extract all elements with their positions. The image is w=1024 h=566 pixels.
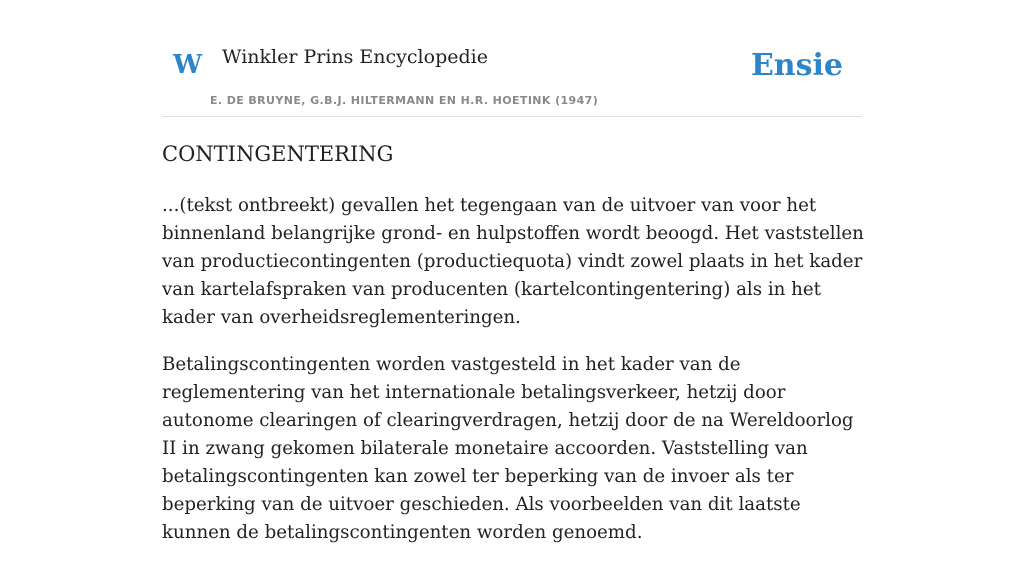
- article-title: CONTINGENTERING: [162, 142, 394, 166]
- site-title[interactable]: Winkler Prins Encyclopedie: [222, 46, 488, 68]
- article-body: [162, 192, 867, 566]
- ensie-brand-logo[interactable]: Ensie: [750, 48, 843, 83]
- authors-line: E. DE BRUYNE, G.B.J. HILTERMANN EN H.R. HOETINK (1947): [210, 94, 599, 107]
- article-paragraph: Betalingscontingenten worden vastgesteld in het kader van de reglementering van het internationale betalingsverkeer, hetzij door autonome clearingen of clearingverdragen, hetzij door de na Wereldoorlog II in zwang gekomen bilaterale monetaire accoorden. Vaststelling van betalingscontingenten kan zowel ter beperking van de invoer als ter beperking van de uitvoer geschieden. Als voorbeelden van dit laatste kunnen de betalingscontingenten worden genoemd.: [162, 354, 854, 543]
- site-header: [162, 0, 862, 117]
- article-paragraph: ...(tekst ontbreekt) gevallen het tegengaan van de uitvoer van voor het binnenland belangrijke grond- en hulpstoffen wordt beoogd. Het vaststellen van productiecontingenten (productiequota) vindt zowel plaats in het kader van kartelafspraken van producenten (kartelcontingentering) als in het kader van overheidsreglementeringen.: [162, 195, 864, 328]
- winkler-prins-logo-icon[interactable]: W: [173, 50, 203, 80]
